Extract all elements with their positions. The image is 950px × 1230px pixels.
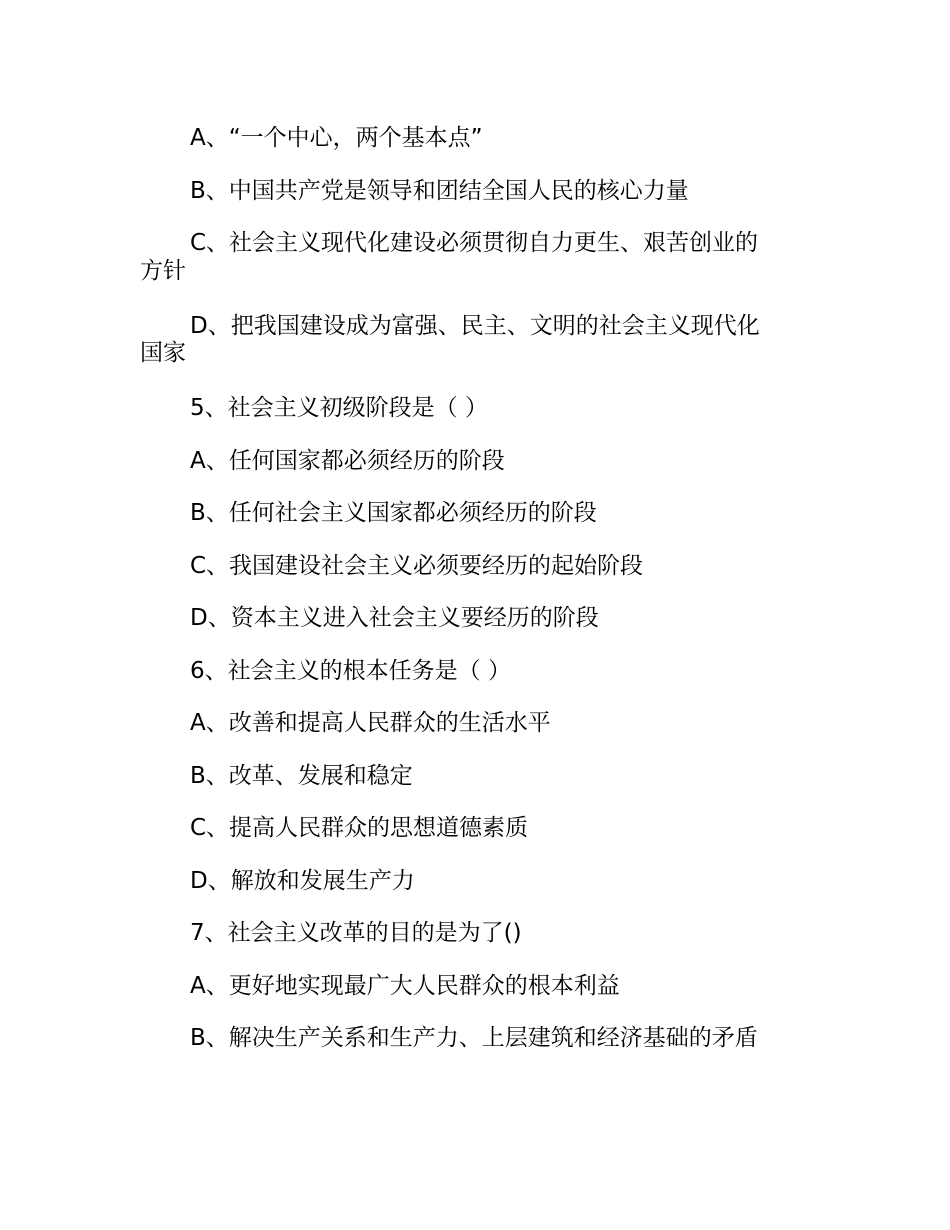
option-line-continuation: 方针: [140, 257, 186, 284]
option-line-continuation: 国家: [140, 340, 186, 366]
option-line: A、更好地实现最广大人民群众的根本利益: [190, 972, 620, 999]
option-paragraph: [140, 217, 820, 290]
option-line: B、任何社会主义国家都必须经历的阶段: [190, 500, 597, 526]
option-line: B、中国共产党是领导和团结全国人民的核心力量: [190, 177, 689, 204]
question-line: 6、社会主义的根本任务是（ ）: [190, 657, 511, 684]
option-paragraph: [140, 300, 820, 373]
option-line: D、解放和发展生产力: [190, 867, 415, 894]
option-line: C、提高人民群众的思想道德素质: [190, 815, 529, 841]
option-line: A、任何国家都必须经历的阶段: [190, 447, 505, 474]
option-line: D、资本主义进入社会主义要经历的阶段: [190, 605, 599, 631]
option-line: C、社会主义现代化建设必须贯彻自力更生、艰苦创业的: [190, 230, 759, 256]
option-line: B、改革、发展和稳定: [190, 762, 413, 789]
option-line: D、把我国建设成为富强、民主、文明的社会主义现代化: [190, 312, 760, 339]
question-line: 7、社会主义改革的目的是为了(): [190, 920, 522, 946]
option-line: A、改善和提高人民群众的生活水平: [190, 710, 551, 736]
option-line: B、解决生产关系和生产力、上层建筑和经济基础的矛盾: [190, 1025, 758, 1051]
option-line: A、“一个中心，两个基本点”: [190, 125, 483, 151]
option-line: C、我国建设社会主义必须要经历的起始阶段: [190, 552, 644, 579]
question-list: [140, 112, 820, 1065]
question-line: 5、社会主义初级阶段是（ ）: [190, 395, 488, 421]
